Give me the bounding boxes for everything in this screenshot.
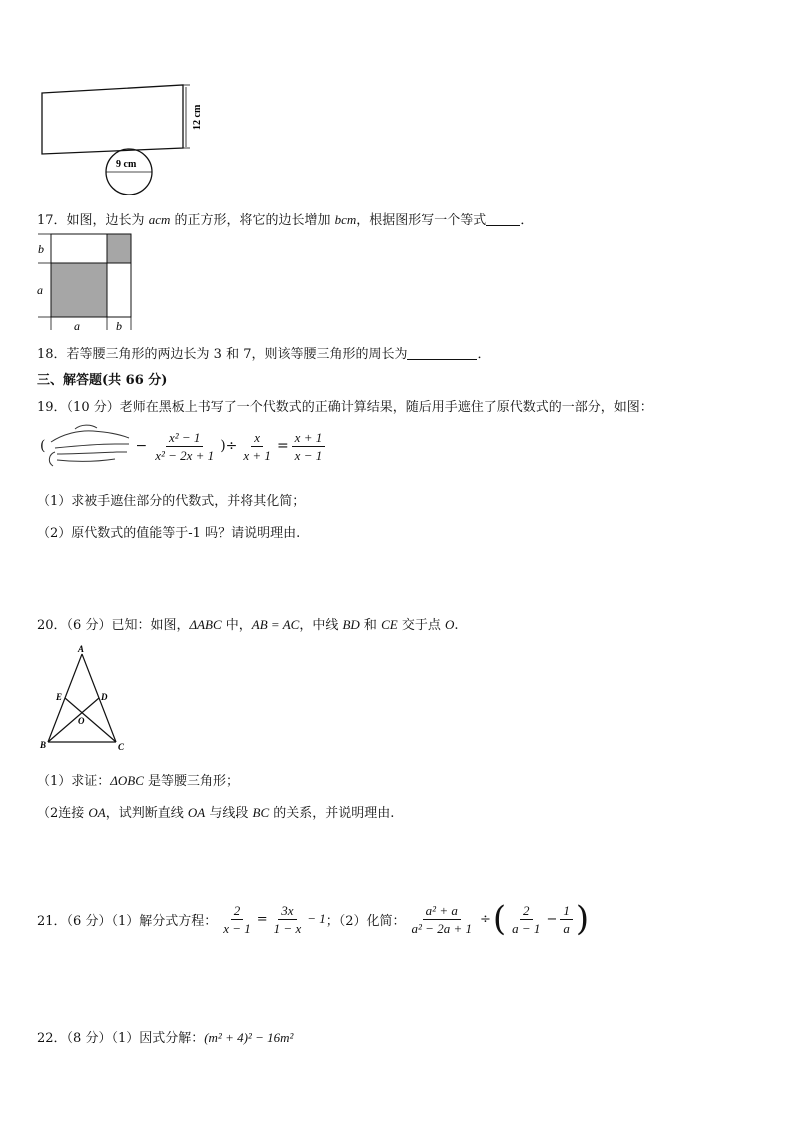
svg-text:b: b — [38, 242, 44, 256]
triangle-figure — [38, 644, 134, 754]
question-19-part1: （1）求被手遮住部分的代数式，并将其化简； — [37, 494, 306, 509]
question-20-part1: （1）求证：ΔOBC 是等腰三角形； — [37, 773, 240, 789]
svg-text:a: a — [37, 283, 43, 297]
svg-text:C: C — [118, 742, 125, 752]
svg-text:b: b — [116, 319, 122, 333]
answer-blank[interactable] — [486, 212, 520, 226]
rectangle-cylinder-figure — [38, 80, 218, 195]
height-label: 12 cm — [192, 104, 203, 130]
question-19-intro: 19．（10 分）老师在黑板上书写了一个代数式的正确计算结果，随后用手遮住了原代数式的一部分，如图： — [37, 400, 653, 415]
svg-text:D: D — [101, 692, 108, 702]
svg-text:A: A — [78, 644, 85, 654]
svg-text:B: B — [40, 740, 47, 750]
svg-text:O: O — [78, 716, 85, 726]
question-20-part2: （2连接 OA，试判断直线 OA 与线段 BC 的关系，并说明理由. — [37, 805, 395, 821]
section-title: 三、解答题(共 66 分) — [37, 373, 168, 388]
blackboard-expression: ( − $\frac{\text{x² − 1}}{\text{x² − 2x + 1}}$ )÷ $\frac{x}{x + 1}$ = $\frac{x + 1}{x - 1}$ — [40, 420, 328, 472]
answer-blank[interactable] — [407, 346, 477, 360]
question-19-part2: （2）原代数式的值能等于-1 吗？请说明理由. — [37, 526, 301, 541]
svg-text:E: E — [56, 692, 63, 702]
question-22: 22．（8 分）（1）因式分解：(m² + 4)² − 16m² — [37, 1030, 294, 1046]
question-20: 20．（6 分）已知：如图，ΔABC 中，AB = AC，中线 BD 和 CE 交于点 O. — [37, 617, 459, 633]
question-18: 18．若等腰三角形的两边长为 3 和 7，则该等腰三角形的周长为 ． — [37, 347, 491, 362]
svg-text:a: a — [74, 319, 80, 333]
hand-icon — [45, 422, 133, 470]
square-figure — [34, 230, 139, 336]
diameter-label: 9 cm — [116, 159, 137, 170]
question-17: 17．如图，边长为 acm 的正方形，将它的边长增加 bcm，根据图形写一个等式 ． — [37, 212, 534, 228]
question-21: 21．（6 分）（1）解分式方程： $\frac{2}{x - 1}$ = $\frac{3x}{1 - x}$ − 1 ；（2）化简： $\frac{\text{a² + a}}{\text{a² − 2a + 1}}$ ÷ ( $\frac{2}{a - 1}$ − $\frac{1}{a}$ ) — [37, 899, 590, 939]
